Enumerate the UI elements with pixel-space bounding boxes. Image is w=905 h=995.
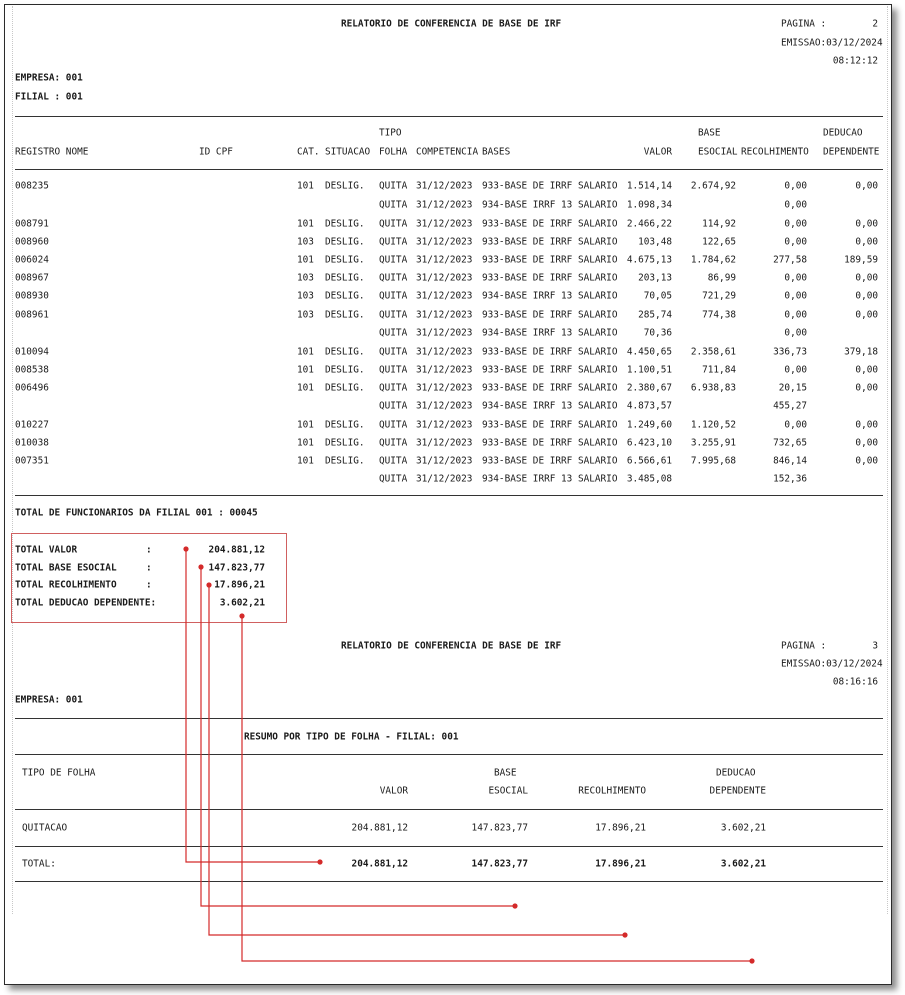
cell-folha: QUITA: [379, 437, 408, 449]
cell-sit: DESLIG.: [325, 254, 365, 266]
connector-dot: [623, 933, 627, 937]
header-dependente-2: DEPENDENTE: [709, 785, 766, 797]
cell-cat: 101: [297, 346, 314, 358]
cell-reg: 007351: [15, 455, 49, 467]
cell-comp: 31/12/2023: [416, 327, 473, 339]
cell-cat: 103: [297, 290, 314, 302]
cell-recol: 20,15: [778, 382, 807, 394]
cell-folha: QUITA: [379, 254, 408, 266]
cell-valor: 2.380,67: [626, 382, 672, 394]
cell-recol: 732,65: [773, 437, 807, 449]
summary-deducao: 3.602,21: [720, 822, 766, 834]
cell-recol: 0,00: [784, 272, 807, 284]
connector-dot: [240, 614, 244, 618]
total-label: TOTAL VALOR: [15, 544, 78, 556]
cell-valor: 6.423,10: [626, 437, 672, 449]
summary-tipo: QUITACAO: [22, 822, 68, 834]
cell-base: 933-BASE DE IRRF SALARIO: [482, 437, 618, 449]
cell-folha: QUITA: [379, 419, 408, 431]
cell-cat: 101: [297, 218, 314, 230]
summary-total-valor: 204.881,12: [351, 858, 408, 870]
cell-esocial: 3.255,91: [690, 437, 736, 449]
cell-reg: 006024: [15, 254, 49, 266]
header-folha: FOLHA: [379, 146, 408, 158]
cell-reg: 008961: [15, 309, 49, 321]
cell-recol: 0,00: [784, 290, 807, 302]
header-competencia: COMPETENCIA: [416, 146, 479, 158]
cell-sit: DESLIG.: [325, 437, 365, 449]
cell-valor: 4.675,13: [626, 254, 672, 266]
cell-recol: 0,00: [784, 309, 807, 321]
header-recolhimento-2: RECOLHIMENTO: [578, 785, 646, 797]
header-dependente: DEPENDENTE: [823, 146, 880, 158]
summary-total-recolhimento: 17.896,21: [595, 858, 646, 870]
cell-comp: 31/12/2023: [416, 437, 473, 449]
page-number: 2: [872, 18, 878, 30]
cell-base: 934-BASE IRRF 13 SALARIO: [482, 327, 618, 339]
total-funcionarios: TOTAL DE FUNCIONARIOS DA FILIAL 001 : 00045: [15, 507, 258, 519]
cell-comp: 31/12/2023: [416, 455, 473, 467]
cell-esocial: 114,92: [702, 218, 736, 230]
header-situacao: SITUACAO: [325, 146, 371, 158]
emission-date: EMISSAO:03/12/2024: [781, 37, 883, 49]
filial: FILIAL : 001: [15, 91, 83, 103]
total-value: 147.823,77: [208, 562, 265, 574]
cell-ded: 379,18: [844, 346, 878, 358]
cell-comp: 31/12/2023: [416, 290, 473, 302]
header-valor: VALOR: [643, 146, 672, 158]
cell-esocial: 774,38: [702, 309, 736, 321]
cell-recol: 277,58: [773, 254, 807, 266]
header-base: BASE: [698, 127, 721, 139]
cell-ded: 0,00: [855, 309, 878, 321]
cell-esocial: 122,65: [702, 236, 736, 248]
cell-base: 934-BASE IRRF 13 SALARIO: [482, 473, 618, 485]
cell-folha: QUITA: [379, 272, 408, 284]
cell-esocial: 721,29: [702, 290, 736, 302]
total-label: TOTAL BASE ESOCIAL: [15, 562, 117, 574]
header-id-cpf: ID CPF: [199, 146, 233, 158]
cell-reg: 008538: [15, 364, 49, 376]
summary-recolhimento: 17.896,21: [595, 822, 646, 834]
page-label: PAGINA :: [781, 18, 827, 30]
cell-cat: 101: [297, 437, 314, 449]
cell-folha: QUITA: [379, 382, 408, 394]
cell-cat: 101: [297, 382, 314, 394]
cell-ded: 0,00: [855, 290, 878, 302]
cell-recol: 0,00: [784, 419, 807, 431]
cell-ded: 0,00: [855, 180, 878, 192]
header-deducao-2: DEDUCAO: [716, 767, 756, 779]
header-valor-2: VALOR: [379, 785, 408, 797]
cell-sit: DESLIG.: [325, 236, 365, 248]
page-label-2: PAGINA :: [781, 640, 827, 652]
cell-cat: 101: [297, 180, 314, 192]
cell-base: 933-BASE DE IRRF SALARIO: [482, 382, 618, 394]
cell-valor: 1.514,14: [626, 180, 672, 192]
cell-sit: DESLIG.: [325, 218, 365, 230]
cell-folha: QUITA: [379, 180, 408, 192]
empresa: EMPRESA: 001: [15, 72, 83, 84]
header-esocial: ESOCIAL: [698, 146, 738, 158]
cell-sit: DESLIG.: [325, 309, 365, 321]
cell-valor: 1.249,60: [626, 419, 672, 431]
cell-esocial: 6.938,83: [690, 382, 736, 394]
cell-folha: QUITA: [379, 309, 408, 321]
cell-base: 933-BASE DE IRRF SALARIO: [482, 455, 618, 467]
header-bases: BASES: [482, 146, 511, 158]
cell-base: 933-BASE DE IRRF SALARIO: [482, 236, 618, 248]
cell-ded: 0,00: [855, 364, 878, 376]
cell-folha: QUITA: [379, 455, 408, 467]
connector-dot: [750, 959, 754, 963]
summary-total-label: TOTAL:: [22, 858, 56, 870]
total-separator: :: [146, 544, 152, 556]
cell-recol: 336,73: [773, 346, 807, 358]
cell-sit: DESLIG.: [325, 290, 365, 302]
cell-cat: 103: [297, 236, 314, 248]
header-tipo: TIPO: [379, 127, 402, 139]
cell-comp: 31/12/2023: [416, 218, 473, 230]
cell-recol: 152,36: [773, 473, 807, 485]
cell-sit: DESLIG.: [325, 455, 365, 467]
cell-ded: 0,00: [855, 236, 878, 248]
cell-valor: 103,48: [638, 236, 672, 248]
cell-cat: 101: [297, 455, 314, 467]
total-label: TOTAL RECOLHIMENTO: [15, 579, 117, 591]
cell-cat: 103: [297, 309, 314, 321]
emission-time: 08:12:12: [832, 55, 878, 67]
cell-sit: DESLIG.: [325, 346, 365, 358]
cell-esocial: 7.995,68: [690, 455, 736, 467]
total-value: 17.896,21: [214, 579, 265, 591]
cell-reg: 008235: [15, 180, 49, 192]
page-number-2: 3: [872, 640, 878, 652]
cell-base: 933-BASE DE IRRF SALARIO: [482, 364, 618, 376]
cell-recol: 0,00: [784, 236, 807, 248]
total-separator: :: [146, 579, 152, 591]
header-base-2: BASE: [494, 767, 517, 779]
connector-line-2: [201, 567, 515, 906]
connector-line-3: [209, 585, 625, 935]
header-recolhimento: RECOLHIMENTO: [741, 146, 809, 158]
header-cat: CAT.: [297, 146, 320, 158]
cell-comp: 31/12/2023: [416, 364, 473, 376]
cell-folha: QUITA: [379, 400, 408, 412]
cell-folha: QUITA: [379, 346, 408, 358]
empresa-2: EMPRESA: 001: [15, 694, 83, 706]
cell-comp: 31/12/2023: [416, 180, 473, 192]
cell-recol: 846,14: [773, 455, 807, 467]
cell-base: 933-BASE DE IRRF SALARIO: [482, 272, 618, 284]
cell-base: 933-BASE DE IRRF SALARIO: [482, 419, 618, 431]
cell-valor: 1.098,34: [626, 199, 672, 211]
cell-comp: 31/12/2023: [416, 400, 473, 412]
cell-reg: 010227: [15, 419, 49, 431]
total-separator: :: [146, 562, 152, 574]
cell-reg: 008791: [15, 218, 49, 230]
summary-total-deducao: 3.602,21: [720, 858, 766, 870]
cell-ded: 0,00: [855, 437, 878, 449]
cell-sit: DESLIG.: [325, 272, 365, 284]
cell-folha: QUITA: [379, 364, 408, 376]
cell-base: 933-BASE DE IRRF SALARIO: [482, 309, 618, 321]
cell-comp: 31/12/2023: [416, 272, 473, 284]
cell-recol: 0,00: [784, 364, 807, 376]
cell-valor: 70,36: [643, 327, 672, 339]
connector-line-4: [242, 616, 752, 961]
cell-recol: 0,00: [784, 327, 807, 339]
cell-folha: QUITA: [379, 218, 408, 230]
cell-esocial: 1.784,62: [690, 254, 736, 266]
cell-esocial: 2.358,61: [690, 346, 736, 358]
cell-base: 934-BASE IRRF 13 SALARIO: [482, 199, 618, 211]
cell-base: 934-BASE IRRF 13 SALARIO: [482, 290, 618, 302]
cell-comp: 31/12/2023: [416, 236, 473, 248]
cell-esocial: 2.674,92: [690, 180, 736, 192]
connector-dot: [513, 904, 517, 908]
cell-folha: QUITA: [379, 473, 408, 485]
cell-folha: QUITA: [379, 290, 408, 302]
cell-comp: 31/12/2023: [416, 419, 473, 431]
cell-cat: 103: [297, 272, 314, 284]
cell-valor: 70,05: [643, 290, 672, 302]
report-title-2: RELATORIO DE CONFERENCIA DE BASE DE IRF: [341, 640, 562, 652]
cell-esocial: 1.120,52: [690, 419, 736, 431]
cell-comp: 31/12/2023: [416, 473, 473, 485]
cell-ded: 189,59: [844, 254, 878, 266]
cell-valor: 2.466,22: [626, 218, 672, 230]
cell-valor: 203,13: [638, 272, 672, 284]
header-deducao: DEDUCAO: [823, 127, 863, 139]
cell-base: 933-BASE DE IRRF SALARIO: [482, 254, 618, 266]
cell-valor: 285,74: [638, 309, 672, 321]
total-label: TOTAL DEDUCAO DEPENDENTE:: [15, 597, 157, 609]
cell-recol: 0,00: [784, 180, 807, 192]
cell-ded: 0,00: [855, 382, 878, 394]
cell-recol: 0,00: [784, 218, 807, 230]
summary-total-esocial: 147.823,77: [471, 858, 528, 870]
header-tipo-folha: TIPO DE FOLHA: [22, 767, 96, 779]
cell-ded: 0,00: [855, 218, 878, 230]
resumo-title: RESUMO POR TIPO DE FOLHA - FILIAL: 001: [244, 731, 459, 743]
cell-esocial: 86,99: [707, 272, 736, 284]
cell-folha: QUITA: [379, 327, 408, 339]
report-title: RELATORIO DE CONFERENCIA DE BASE DE IRF: [341, 18, 562, 30]
cell-base: 933-BASE DE IRRF SALARIO: [482, 218, 618, 230]
cell-folha: QUITA: [379, 199, 408, 211]
summary-esocial: 147.823,77: [471, 822, 528, 834]
cell-comp: 31/12/2023: [416, 346, 473, 358]
cell-reg: 006496: [15, 382, 49, 394]
cell-cat: 101: [297, 364, 314, 376]
cell-sit: DESLIG.: [325, 180, 365, 192]
cell-valor: 4.873,57: [626, 400, 672, 412]
cell-comp: 31/12/2023: [416, 254, 473, 266]
total-value: 3.602,21: [219, 597, 265, 609]
cell-sit: DESLIG.: [325, 382, 365, 394]
cell-ded: 0,00: [855, 272, 878, 284]
cell-base: 934-BASE IRRF 13 SALARIO: [482, 400, 618, 412]
cell-ded: 0,00: [855, 419, 878, 431]
cell-reg: 010038: [15, 437, 49, 449]
connector-line-1: [186, 549, 320, 862]
cell-cat: 101: [297, 254, 314, 266]
cell-sit: DESLIG.: [325, 419, 365, 431]
header-registro-nome: REGISTRO NOME: [15, 146, 89, 158]
cell-reg: 010094: [15, 346, 49, 358]
cell-recol: 455,27: [773, 400, 807, 412]
cell-base: 933-BASE DE IRRF SALARIO: [482, 346, 618, 358]
total-value: 204.881,12: [208, 544, 265, 556]
connector-dot: [318, 860, 322, 864]
connector-dot: [207, 583, 211, 587]
emission-time-2: 08:16:16: [832, 676, 878, 688]
emission-date-2: EMISSAO:03/12/2024: [781, 658, 883, 670]
cell-sit: DESLIG.: [325, 364, 365, 376]
cell-esocial: 711,84: [702, 364, 736, 376]
cell-reg: 008967: [15, 272, 49, 284]
cell-comp: 31/12/2023: [416, 382, 473, 394]
connector-dot: [184, 547, 188, 551]
cell-valor: 6.566,61: [626, 455, 672, 467]
cell-valor: 1.100,51: [626, 364, 672, 376]
cell-valor: 4.450,65: [626, 346, 672, 358]
header-esocial-2: ESOCIAL: [488, 785, 528, 797]
cell-recol: 0,00: [784, 199, 807, 211]
cell-reg: 008930: [15, 290, 49, 302]
cell-reg: 008960: [15, 236, 49, 248]
cell-base: 933-BASE DE IRRF SALARIO: [482, 180, 618, 192]
cell-valor: 3.485,08: [626, 473, 672, 485]
summary-valor: 204.881,12: [351, 822, 408, 834]
cell-cat: 101: [297, 419, 314, 431]
connector-dot: [199, 565, 203, 569]
cell-comp: 31/12/2023: [416, 309, 473, 321]
cell-comp: 31/12/2023: [416, 199, 473, 211]
cell-folha: QUITA: [379, 236, 408, 248]
cell-ded: 0,00: [855, 455, 878, 467]
